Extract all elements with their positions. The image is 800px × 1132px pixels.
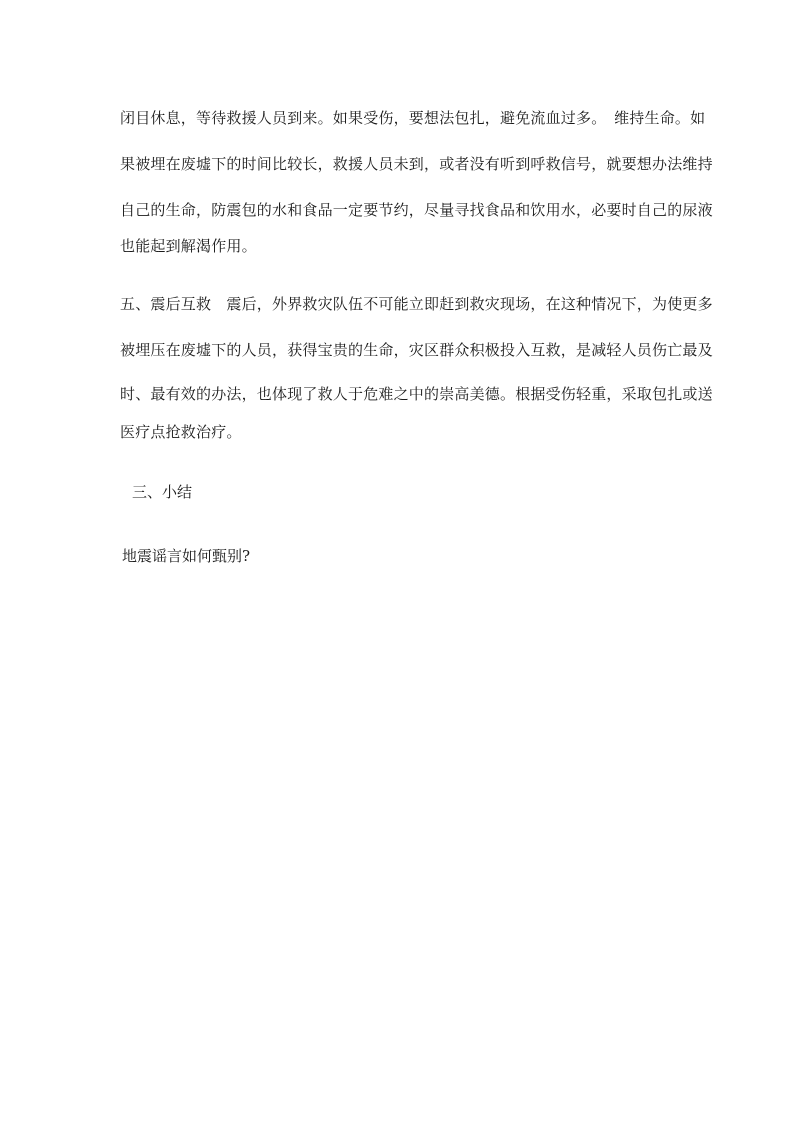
question-text: 地震谣言如何甄别? bbox=[122, 547, 251, 565]
paragraph-1-line-2: 果被埋在废墟下的时间比较长，救援人员未到，或者没有听到呼救信号，就要想办法维持 bbox=[120, 155, 713, 173]
paragraph-2-line-3: 时、最有效的办法，也体现了救人于危难之中的崇高美德。根据受伤轻重，采取包扎或送 bbox=[120, 385, 713, 403]
paragraph-2-line-1: 五、震后互救 震后，外界救灾队伍不可能立即赶到救灾现场，在这种情况下，为使更多 bbox=[120, 295, 713, 313]
paragraph-1-line-3: 自己的生命，防震包的水和食品一定要节约，尽量寻找食品和饮用水，必要时自己的尿液 bbox=[120, 201, 713, 219]
paragraph-1-line-1: 闭目休息，等待救援人员到来。如果受伤，要想法包扎，避免流血过多。 维持生命。如 bbox=[120, 109, 706, 127]
paragraph-1-line-4: 也能起到解渴作用。 bbox=[120, 237, 257, 255]
paragraph-2-line-4: 医疗点抢救治疗。 bbox=[120, 423, 242, 441]
section-heading: 三、小结 bbox=[132, 483, 193, 501]
paragraph-2-line-2: 被埋压在废墟下的人员，获得宝贵的生命，灾区群众积极投入互救，是减轻人员伤亡最及 bbox=[120, 341, 713, 359]
